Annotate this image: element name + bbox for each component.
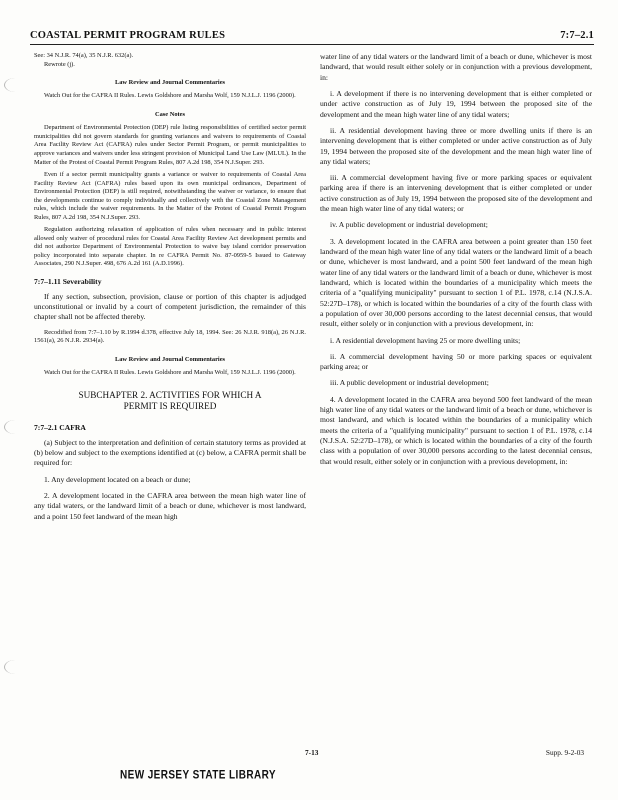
sub-item: iv. A public development or industrial development; — [330, 220, 488, 230]
law-review-text: Watch Out for the CAFRA II Rules. Lewis Goldshore and Marsha Wolf, 159 N.J.L.J. 1196 (2000). — [44, 92, 296, 100]
margin-mark — [4, 420, 27, 434]
sub-item: ii. A residential development having three or more dwelling units if there is an intervening development that is either completed or under active construction as of July 19, 1994 between the proposed site of the development and the mean high water line of any tidal waters; — [320, 125, 592, 166]
recodified-note: Recodified from 7:7–1.10 by R.1994 d.378, effective July 18, 1994. See: 26 N.J.R. 918(a), 26 N.J.R. 1561(a), 26 N.J.R. 2934(a). — [34, 328, 306, 345]
sub-item: iii. A public development or industrial development; — [330, 378, 489, 388]
severability-title: 7:7–1.11 Severability — [34, 276, 102, 286]
header-section: 7:7–2.1 — [560, 30, 594, 41]
cafra-paragraph-a: (a) Subject to the interpretation and definition of certain statutory terms as provided at (b) below and subject to the exemptions identified at (c) below, a CAFRA permit shall be required for: — [34, 437, 306, 468]
sub-item: ii. A commercial development having 50 or more parking spaces or equivalent parking area; or — [320, 351, 592, 372]
margin-mark — [4, 660, 27, 674]
sub-item: i. A development if there is no intervening development that is either completed or under active construction as of July 19, 1994 between the proposed site of the development and the mean high water line of any tidal waters; — [320, 88, 592, 119]
subchapter-title — [34, 390, 306, 413]
cafra-item-4: 4. A development located in the CAFRA area beyond 500 feet landward of the mean high water line of any tidal waters or the landward limit of a beach or dune, whichever is most landward, and which is located within the boundaries of a municipality which meets the criteria of a "qualifying municipality" pursuant to section 1 of P.L. 1978, c.14 (N.J.S.A. 52:27D–178), or which is located within the boundaries of a city of the fourth class with a population of over 30,000 persons according to the latest decennial census, that would result, either solely or in conjunction with a previous development, in: — [320, 394, 592, 466]
subchapter-line: PERMIT IS REQUIRED — [123, 401, 217, 412]
cafra-item-1: 1. Any development located on a beach or dune; — [44, 474, 191, 484]
case-notes — [34, 124, 306, 268]
case-notes-heading: Case Notes — [155, 111, 185, 118]
case-note: Department of Environmental Protection (DEP) rule listing responsibilities of certified sector permit municipalities did not govern standards for granting variances and waivers to requirements of Coastal Area Facility Review Act (CAFRA) rules under Sector Permit Program, or permit municipalities to approve variances and waivers under less stringent provision of Municipal Land Use Law (MLUL). In the Matter of the Protest of Coastal Permit Program Rules, 807 A.2d 198, 354 N.J.Super. 293. — [34, 124, 306, 166]
header-title: COASTAL PERMIT PROGRAM RULES — [30, 30, 226, 41]
supplement-date: Supp. 9-2-03 — [545, 748, 584, 757]
source-note — [34, 52, 306, 69]
sub-item: iii. A commercial development having five or more parking spaces or equivalent parking area if there is an intervening development that is either completed or under active construction as of July 19, 1994 between the proposed site of the development and the mean high water line of any tidal waters; or — [320, 173, 592, 214]
case-note: Regulation authorizing relaxation of application of rules when necessary and in public interest allowed only waiver of procedural rules for Coastal Area Facility Review Act development permits and did not authorize Department of Environmental Protection to waive bay island corridor preservation policy incorporated into separate chapter. In re CAFRA Permit No. 87-0959-5 Issued to Gateway Associates, 290 N.J.Super. 498, 676 A.2d 161 (A.D.1996). — [34, 226, 306, 268]
margin-mark — [4, 78, 27, 92]
page-number: 7-13 — [305, 748, 319, 757]
continuation-text: water line of any tidal waters or the landward limit of a beach or dune, whichever is most landward, that would result either solely or in conjunction with a previous development, in: — [320, 52, 592, 82]
running-header — [30, 30, 594, 45]
cafra-title: 7:7–2.1 CAFRA — [34, 422, 86, 432]
law-review-heading: Law Review and Journal Commentaries — [114, 79, 226, 87]
severability-text: If any section, subsection, provision, clause or portion of this chapter is adjudged unconstitutional or invalid by a court of competent jurisdiction, the remainder of this chapter shall not be affected thereby. — [34, 291, 306, 322]
subchapter-line: SUBCHAPTER 2. ACTIVITIES FOR WHICH A — [78, 389, 262, 400]
sub-item: i. A residential development having 25 or more dwelling units; — [330, 335, 521, 345]
case-note: Even if a sector permit municipality grants a variance or waiver to requirements of Coastal Area Facility Review Act (CAFRA) rules based upon its own municipal ordinances, Department of Environmental Protection (DEP) is still required, notwithstanding the waiver or variance, to ensure that the developments continue to comply individually and collectively with the Coastal Zone Management rules, which include the waiver requirements. In the Matter of the Protest of Coastal Permit Program Rules, 807 A.2d 198, 354 N.J.Super. 293. — [34, 171, 306, 221]
right-column — [320, 52, 592, 473]
law-review-text: Watch Out for the CAFRA II Rules. Lewis Goldshore and Marsha Wolf, 159 N.J.L.J. 1196 (2000). — [44, 369, 296, 377]
law-review-heading: Law Review and Journal Commentaries — [114, 355, 226, 363]
source-line: Rewrote (j). — [44, 60, 75, 68]
source-line: See: 34 N.J.R. 74(a), 35 N.J.R. 632(a). — [34, 52, 134, 59]
cafra-item-2: 2. A development located in the CAFRA area between the mean high water line of any tidal waters, or the landward limit of a beach or dune, whichever is most landward, and a point 150 feet landward of the mean high — [34, 490, 306, 521]
left-column — [34, 52, 306, 528]
library-stamp: NEW JERSEY STATE LIBRARY — [120, 769, 276, 782]
cafra-item-3: 3. A development located in the CAFRA area between a point greater than 150 feet landward of the mean high water line of any tidal waters or the landward limit of a beach or dune, whichever is most landward, and a point 500 feet landward of the mean high water line of any tidal waters or the landward limit of a beach or dune, whichever is most landward, which is located within the boundaries of a municipality which meets the criteria of a "qualifying municipality" pursuant to section 1 of P.L. 1978, c.14 (N.J.S.A. 52:27D–178), or which is located within the boundaries of a city of the fourth class with a population of over 30,000 persons according to the latest decennial census, that would result, either solely or in conjunction with a previous development, in: — [320, 236, 592, 329]
